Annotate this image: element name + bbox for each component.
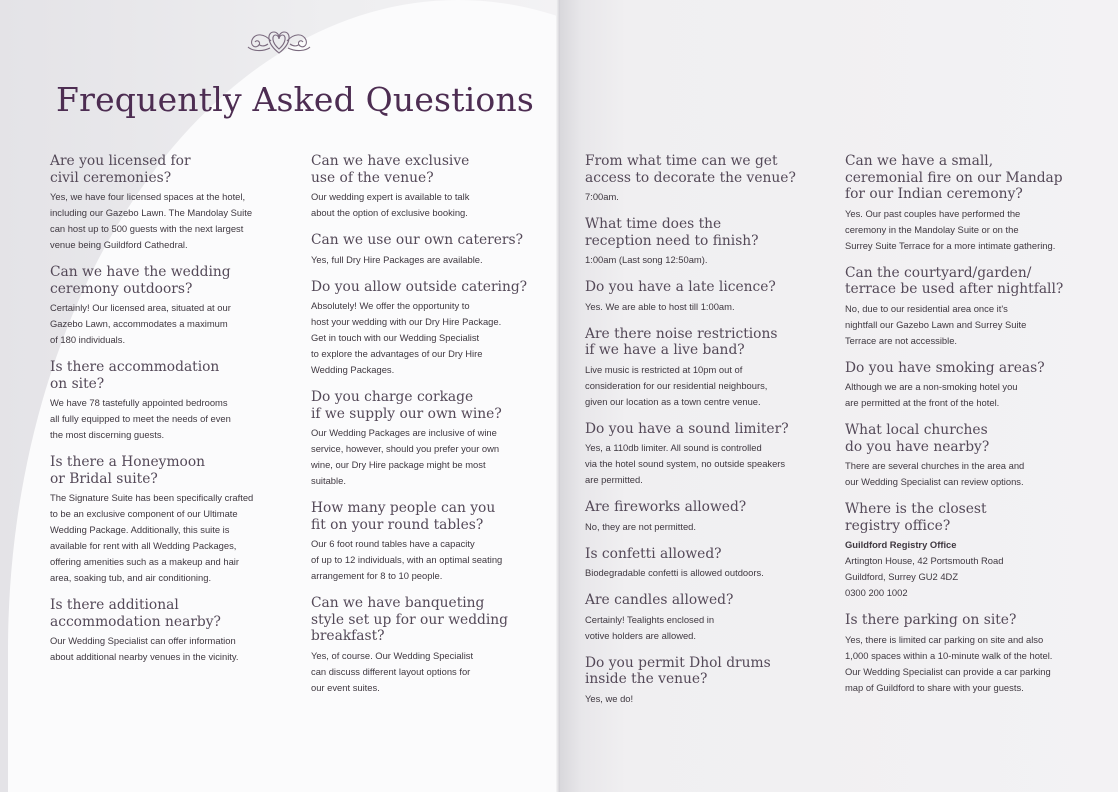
faq-question: Can we have banqueting style set up for our wedding breakfast? — [311, 595, 508, 644]
faq-question: Is there accommodation on site? — [50, 359, 220, 392]
faq-question: Do you allow outside catering? — [311, 278, 528, 295]
faq-answer: Absolutely! We offer the opportunity to host your wedding with our Dry Hire Package. Get in touch with our Wedding Specialist to explore the advantages of our Dry Hire Wedding Packages. — [311, 300, 502, 375]
faq-question: Are candles allowed? — [585, 592, 734, 608]
faq-column-4 — [845, 153, 1085, 707]
faq-column-3 — [585, 153, 821, 718]
faq-item — [845, 422, 1085, 490]
faq-answer: Our Wedding Specialist can offer information about additional nearby venues in the vicinity. — [50, 635, 239, 662]
faq-question: Do you permit Dhol drums inside the venue? — [585, 654, 771, 687]
faq-item — [585, 421, 821, 489]
faq-answer: Certainly! Our licensed area, situated at our Gazebo Lawn, accommodates a maximum of 180 individuals. — [50, 302, 231, 345]
faq-item — [845, 265, 1085, 349]
faq-answer: Although we are a non-smoking hotel you are permitted at the front of the hotel. — [845, 381, 1018, 408]
faq-question: Can we have the wedding ceremony outdoors? — [50, 264, 231, 297]
faq-answer: Artington House, 42 Portsmouth Road Guildford, Surrey GU2 4DZ 0300 200 1002 — [845, 555, 1004, 598]
faq-item — [585, 655, 821, 707]
faq-item — [50, 153, 282, 253]
faq-question: Are you licensed for civil ceremonies? — [50, 153, 191, 186]
page-spine — [556, 0, 560, 792]
faq-question: How many people can you fit on your round tables? — [311, 500, 496, 533]
faq-answer: Yes. Our past couples have performed the ceremony in the Mandolay Suite or on the Surrey Suite Terrace for a more intimate gathering. — [845, 207, 1056, 251]
faq-question: Is confetti allowed? — [585, 545, 722, 562]
faq-answer: No, due to our residential area once it's nightfall our Gazebo Lawn and Surrey Suite Terrace are not accessible. — [845, 302, 1027, 346]
faq-answer: 7:00am. — [585, 191, 619, 202]
faq-item — [845, 501, 1085, 601]
faq-answer: Yes. We are able to host till 1:00am. — [585, 300, 735, 312]
registry-office-name: Guildford Registry Office — [845, 539, 957, 550]
faq-item — [311, 153, 543, 221]
faq-answer: No, they are not permitted. — [585, 520, 696, 532]
heart-ornament-icon — [244, 24, 314, 58]
faq-answer: Yes, we do! — [585, 692, 634, 704]
faq-item — [311, 595, 543, 696]
faq-column-2 — [311, 153, 543, 707]
faq-question: Is there parking on site? — [845, 612, 1017, 628]
faq-item — [50, 359, 282, 443]
faq-answer: 1:00am (Last song 12:50am). — [585, 254, 708, 265]
faq-question: Do you have a sound limiter? — [585, 420, 789, 437]
faq-item — [585, 592, 821, 644]
faq-question: Can we use our own caterers? — [311, 232, 523, 248]
page-title: Frequently Asked Questions — [56, 80, 535, 119]
faq-answer: The Signature Suite has been specifically crafted to be an exclusive component of our Ultimate Wedding Package. Additionally, this suite is available for rent with all Wedding Packages, offering amenities such as a makeup and hair area, soaking tub, and air conditioning. — [50, 492, 254, 583]
faq-answer: Live music is restricted at 10pm out of consideration for our residential neighbours, given our location as a town centre venue. — [585, 363, 768, 407]
faq-item — [585, 326, 821, 410]
faq-answer: Our 6 foot round tables have a capacity of up to 12 individuals, with an optimal seating arrangement for 8 to 10 people. — [311, 538, 503, 581]
faq-item — [311, 389, 543, 489]
faq-item — [50, 264, 282, 348]
faq-answer: Yes, full Dry Hire Packages are available. — [311, 253, 483, 265]
faq-item — [585, 499, 821, 535]
faq-item — [50, 597, 282, 665]
faq-item — [311, 279, 543, 379]
faq-item — [311, 500, 543, 584]
faq-answer: Yes, we have four licensed spaces at the hotel, including our Gazebo Lawn. The Mandolay Suite can host up to 500 guests with the next largest venue being Guildford Cathedral. — [50, 191, 253, 250]
faq-question: Are fireworks allowed? — [585, 499, 747, 515]
faq-question: What time does the reception need to finish? — [585, 216, 759, 249]
faq-question: Can the courtyard/garden/ terrace be used after nightfall? — [845, 264, 1064, 297]
faq-question: Do you have smoking areas? — [845, 359, 1045, 376]
faq-answer: We have 78 tastefully appointed bedrooms all fully equipped to meet the needs of even the most discerning guests. — [50, 397, 231, 440]
faq-item — [311, 232, 543, 268]
faq-question: What local churches do you have nearby? — [845, 422, 990, 455]
faq-answer: Yes, of course. Our Wedding Specialist can discuss different layout options for our event suites. — [311, 649, 474, 693]
faq-item — [50, 454, 282, 586]
faq-item — [845, 612, 1085, 696]
faq-answer: There are several churches in the area and our Wedding Specialist can review options. — [845, 460, 1025, 487]
faq-item — [585, 216, 821, 268]
faq-answer: Biodegradable confetti is allowed outdoors. — [585, 567, 764, 578]
faq-answer-block — [845, 537, 1085, 601]
faq-answer: Our Wedding Packages are inclusive of wine service, however, should you prefer your own wine, our Dry Hire package might be most suitable. — [311, 427, 500, 486]
faq-column-1 — [50, 153, 282, 676]
faq-question: From what time can we get access to decorate the venue? — [585, 153, 796, 186]
faq-answer: Our wedding expert is available to talk about the option of exclusive booking. — [311, 191, 470, 218]
faq-question: Can we have exclusive use of the venue? — [311, 153, 470, 186]
faq-question: Is there additional accommodation nearby? — [50, 597, 221, 630]
faq-item — [845, 360, 1085, 412]
faq-item — [845, 153, 1085, 254]
faq-question: Is there a Honeymoon or Bridal suite? — [50, 454, 206, 487]
faq-answer: Certainly! Tealights enclosed in votive holders are allowed. — [585, 613, 715, 641]
faq-question: Can we have a small, ceremonial fire on our Mandap for our Indian ceremony? — [845, 153, 1063, 202]
faq-question: Do you have a late licence? — [585, 279, 776, 295]
faq-item — [585, 279, 821, 315]
faq-answer: Yes, a 110db limiter. All sound is controlled via the hotel sound system, no outside speakers are permitted. — [585, 442, 786, 485]
faq-question: Where is the closest registry office? — [845, 501, 987, 534]
faq-question: Are there noise restrictions if we have a live band? — [585, 325, 778, 358]
faq-answer: Yes, there is limited car parking on site and also 1,000 spaces within a 10-minute walk of the hotel. Our Wedding Specialist can provide a car parking map of Guildford to share with your guests. — [845, 633, 1053, 693]
faq-question: Do you charge corkage if we supply our own wine? — [311, 389, 502, 422]
faq-item — [585, 546, 821, 582]
faq-item — [585, 153, 821, 205]
